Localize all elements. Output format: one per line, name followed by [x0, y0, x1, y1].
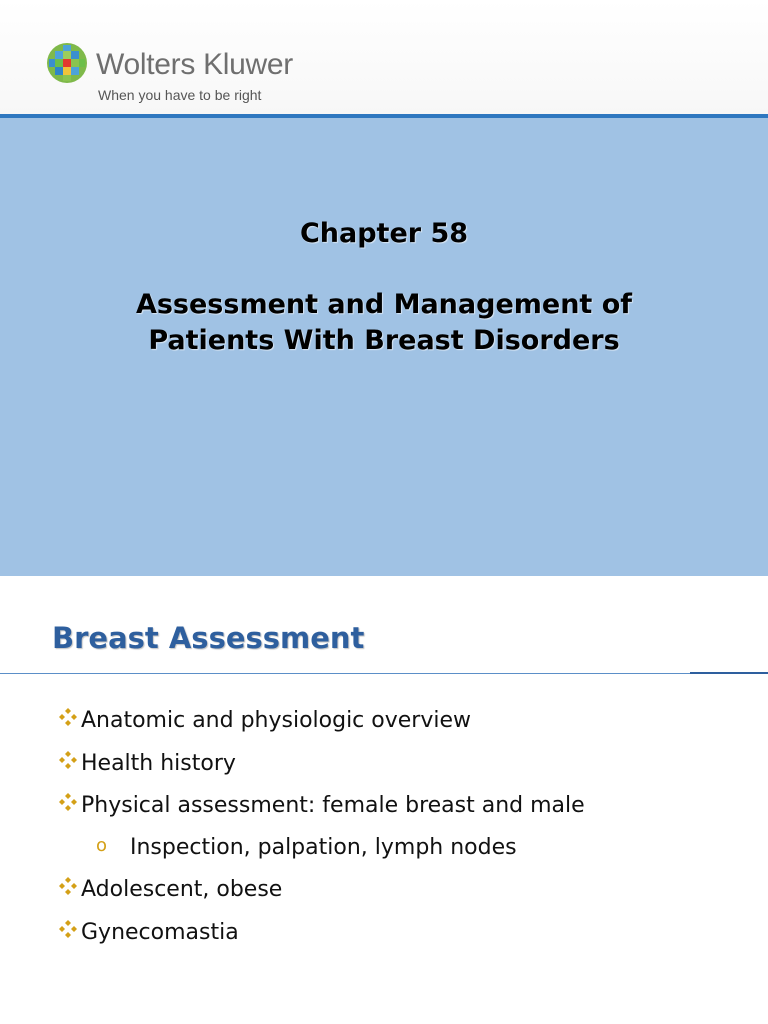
bullet-item [58, 918, 239, 948]
chapter-subtitle-line-1: Assessment and Management of [135, 289, 633, 320]
diamond-bullet-icon [58, 919, 78, 939]
bullet-text: Adolescent, obese [81, 877, 283, 902]
bullet-text: Physical assessment: female breast and male [81, 793, 585, 818]
bullet-item [58, 749, 236, 779]
bullet-text: Gynecomastia [81, 920, 239, 945]
bullet-text: Health history [81, 751, 236, 776]
bullet-item [58, 791, 585, 821]
wolters-kluwer-logo-icon [46, 42, 88, 84]
sub-bullet-item [96, 833, 517, 863]
diamond-bullet-icon [58, 792, 78, 812]
diamond-bullet-icon [58, 750, 78, 770]
bullet-text: Anatomic and physiologic overview [81, 708, 471, 733]
slide-title: Breast Assessment [52, 621, 365, 655]
bullet-item [58, 706, 471, 736]
sub-bullet-text: Inspection, palpation, lymph nodes [130, 835, 517, 860]
chapter-subtitle-line-2: Patients With Breast Disorders [148, 325, 620, 356]
diamond-bullet-icon [58, 876, 78, 896]
brand-tagline: When you have to be right [98, 87, 262, 103]
circle-bullet-icon: o [96, 834, 108, 856]
slide-header [0, 0, 768, 114]
chapter-title: Chapter 58 [299, 218, 469, 249]
content-slide [0, 576, 768, 1024]
title-divider [0, 673, 768, 674]
bullet-item [58, 875, 282, 905]
title-divider-accent [690, 672, 768, 674]
brand-name: Wolters Kluwer [96, 48, 293, 81]
diamond-bullet-icon [58, 707, 78, 727]
